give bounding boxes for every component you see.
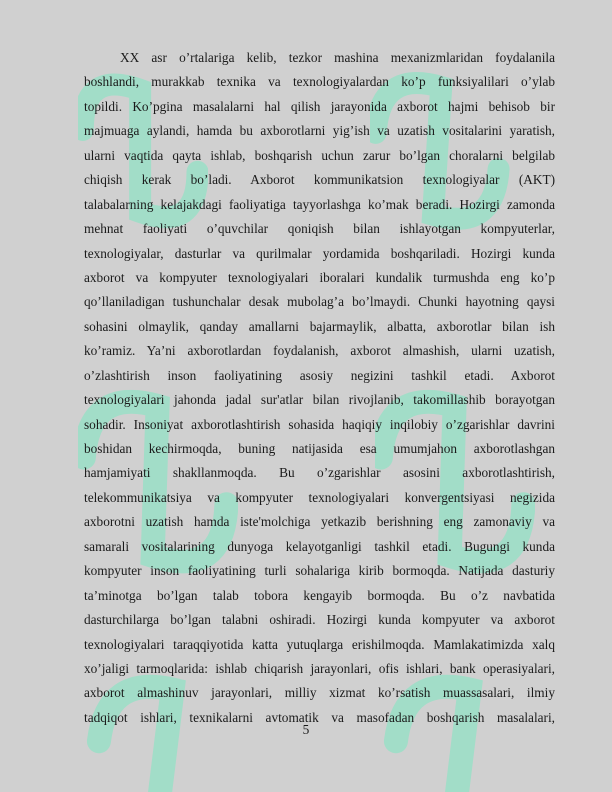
paragraph-line: chiqish kerak bo’ladi. Axborot kommunikatsion texnologiyalar (AKT) (84, 172, 555, 188)
paragraph-line: qo’llaniladigan tushunchalar desak mubolag’a bo’lmaydi. Chunki hayotning qaysi (84, 294, 555, 310)
paragraph-line: mehnat faoliyati o’quvchilar qoniqish bilan ishlayotgan kompyuterlar, (84, 221, 555, 237)
paragraph-line: ko’ramiz. Ya’ni axborotlardan foydalanish, axborot almashish, ularni uzatish, (84, 343, 555, 359)
paragraph-line: ularni vaqtida qayta ishlab, boshqarish uchun zarur bo’lgan choralarni belgilab (84, 147, 555, 163)
paragraph-line: XX asr o’rtalariga kelib, tezkor mashina mexanizmlaridan foydalanila (120, 50, 555, 65)
paragraph-line: texnologiyalari jahonda jadal sur'atlar bilan rivojlanib, takomillashib borayotgan (84, 392, 555, 408)
paragraph-line: dasturchilarga bo’lgan talabni oshiradi. Hozirgi kunda kompyuter va axborot (84, 612, 555, 628)
paragraph-line: boshidan kechirmoqda, buning natijasida esa umumjahon axborotlashgan (84, 441, 555, 456)
body-paragraph (84, 46, 555, 730)
paragraph-line: samarali vositalarining dunyoga kelayotganligi tashkil etadi. Bugungi kunda (84, 538, 555, 554)
paragraph-line: o’zlashtirish inson faoliyatining asosiy negizini tashkil etadi. Axborot (84, 367, 555, 383)
paragraph-line: axborot almashinuv jarayonlari, milliy xizmat ko’rsatish muassasalari, ilmiy (84, 685, 555, 701)
paragraph-line: majmuaga aylandi, hamda bu axborotlarni yig’ish va uzatish vositalarini yaratish, (84, 123, 555, 139)
paragraph-line: texnologiyalar, dasturlar va qurilmalar yordamida boshqariladi. Hozirgi kunda (84, 245, 555, 261)
paragraph-line: talabalarning kelajakdagi faoliyatiga tayyorlashga ko’mak beradi. Hozirgi zamonda (84, 196, 555, 212)
paragraph-line: sohasini olmaylik, qanday amallarni bajarmaylik, albatta, axborotlar bilan ish (84, 318, 555, 334)
paragraph-line: topildi. Ko’pgina masalalarni hal qilish jarayonida axborot hajmi behisob bir (84, 98, 555, 114)
page-number: 5 (302, 722, 310, 737)
paragraph-line: telekommunikatsiya va kompyuter texnologiyalari konvergentsiyasi negizida (84, 489, 555, 505)
paragraph-line: boshlandi, murakkab texnika va texnologiyalardan ko’p funksiyalilari o’ylab (84, 74, 555, 90)
paragraph-line: tadqiqot ishlari, texnikalarni avtomatik va masofadan boshqarish masalalari, (84, 709, 555, 725)
paragraph-line: hamjamiyati shakllanmoqda. Bu o’zgarishlar asosini axborotlashtirish, (84, 465, 555, 481)
paragraph-line: kompyuter inson faoliyatining turli sohalariga kirib bormoqda. Natijada dasturiy (84, 563, 555, 579)
paragraph-line: axborot va kompyuter texnologiyalari iboralari kundalik turmushda eng ko’p (84, 269, 555, 285)
paragraph-line: xo’jaligi tarmoqlarida: ishlab chiqarish jarayonlari, ofis ishlari, bank operasiyalari, (84, 660, 555, 676)
paragraph-line: axborotni uzatish hamda iste'molchiga yetkazib berishning eng zamonaviy va (84, 514, 555, 530)
paragraph-line: ta’minotga bo’lgan talab tobora kengayib bormoqda. Bu o’z navbatida (84, 587, 555, 603)
paragraph-line: texnologiyalari taraqqiyotida katta yutuqlarga erishilmoqda. Mamlakatimizda xalq (84, 636, 555, 652)
paragraph-line: sohadir. Insoniyat axborotlashtirish sohasida haqiqiy inqilobiy o’zgarishlar davrini (84, 416, 555, 432)
